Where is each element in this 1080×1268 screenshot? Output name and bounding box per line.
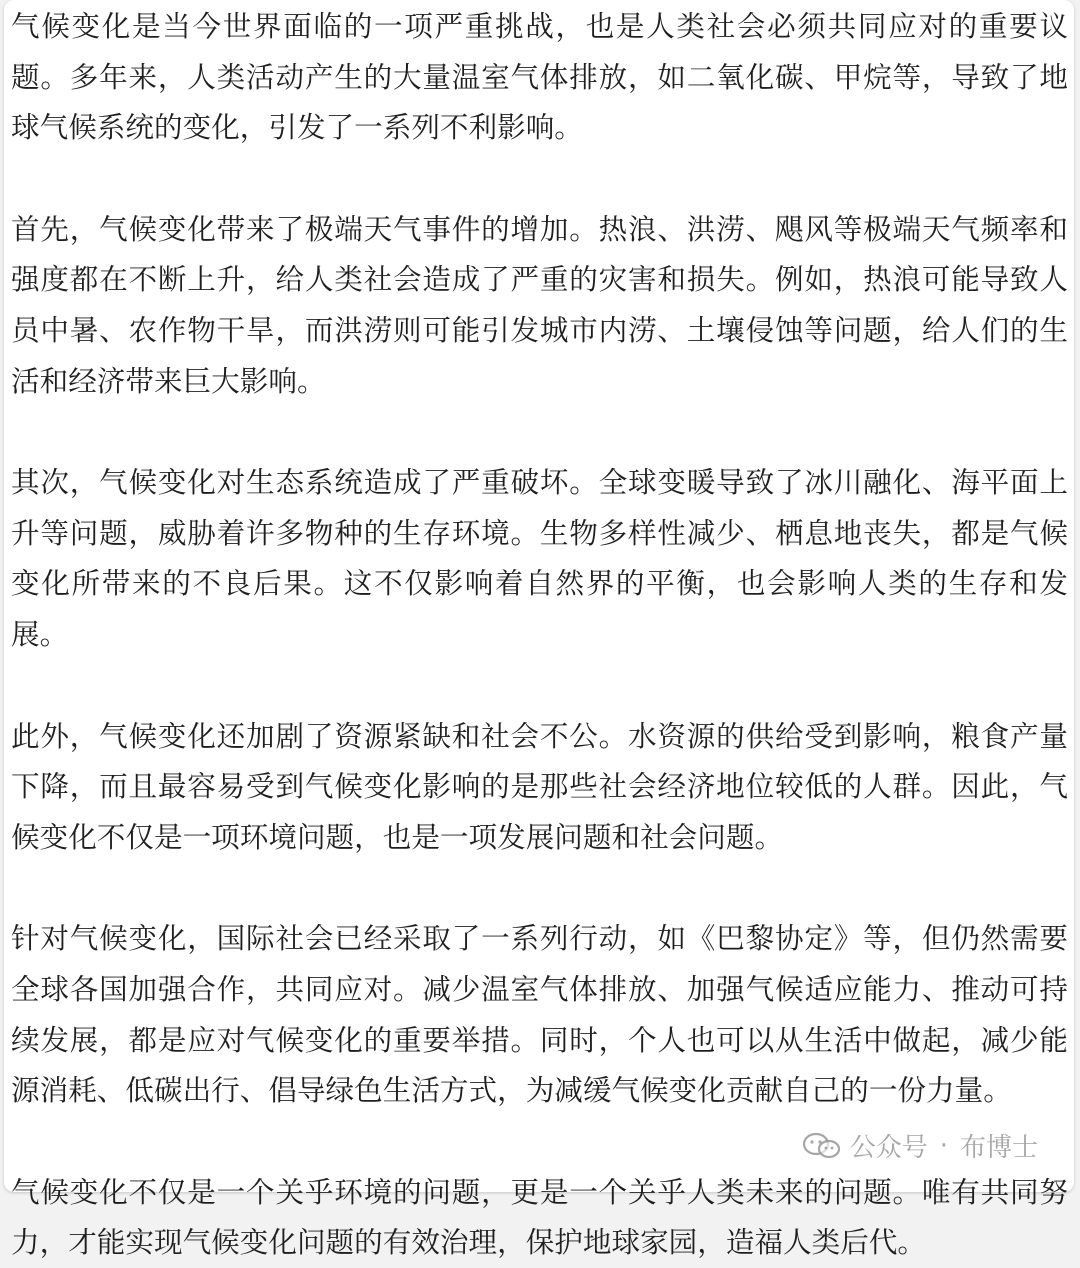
paragraph-4: 此外，气候变化还加剧了资源紧缺和社会不公。水资源的供给受到影响，粮食产量下降，而且最容易受到气候变化影响的是那些社会经济地位较低的人群。因此，气候变化不仅是一项环境问题，也是一项发展问题和社会问题。 <box>11 718 1068 854</box>
paragraph-6: 气候变化不仅是一个关乎环境的问题，更是一个关乎人类未来的问题。唯有共同努力，才能实现气候变化问题的有效治理，保护地球家园，造福人类后代。 <box>11 1174 1068 1260</box>
article-card <box>4 0 1074 1260</box>
paragraph-5: 针对气候变化，国际社会已经采取了一系列行动，如《巴黎协定》等，但仍然需要全球各国加强合作，共同应对。减少温室气体排放、加强气候适应能力、推动可持续发展，都是应对气候变化的重要举措。同时，个人也可以从生活中做起，减少能源消耗、低碳出行、倡导绿色生活方式，为减缓气候变化贡献自己的一份力量。 <box>11 921 1068 1108</box>
watermark-source: 公众号 <box>849 1133 928 1163</box>
paragraph-2: 首先，气候变化带来了极端天气事件的增加。热浪、洪涝、飓风等极端天气频率和强度都在不断上升，给人类社会造成了严重的灾害和损失。例如，热浪可能导致人员中暑、农作物干旱，而洪涝则可能引发城市内涝、土壤侵蚀等问题，给人们的生活和经济带来巨大影响。 <box>11 211 1068 398</box>
watermark-author: 布博士 <box>959 1133 1038 1163</box>
paragraph-1: 气候变化是当今世界面临的一项严重挑战，也是人类社会必须共同应对的重要议题。多年来，人类活动产生的大量温室气体排放，如二氧化碳、甲烷等，导致了地球气候系统的变化，引发了一系列不利影响。 <box>11 9 1068 145</box>
article-body <box>11 0 1068 1268</box>
watermark-separator: · <box>939 1130 948 1161</box>
paragraph-3: 其次，气候变化对生态系统造成了严重破坏。全球变暖导致了冰川融化、海平面上升等问题，威胁着许多物种的生存环境。生物多样性减少、栖息地丧失，都是气候变化所带来的不良后果。这不仅影响着自然界的平衡，也会影响人类的生存和发展。 <box>11 465 1068 651</box>
